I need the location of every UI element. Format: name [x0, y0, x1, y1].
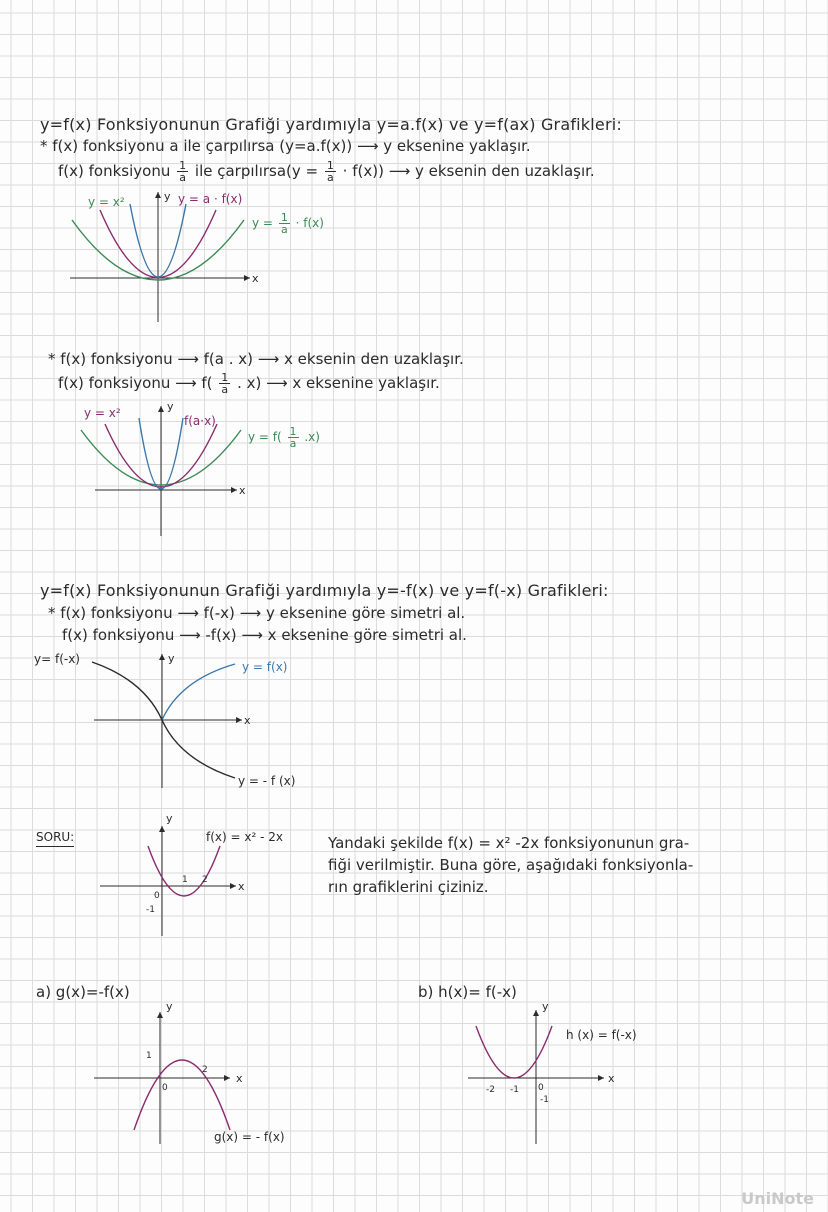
g1-frac-den: a	[280, 223, 288, 236]
graph2-x-arrow-icon	[231, 487, 237, 493]
graph3-x-label: x	[244, 714, 251, 727]
bgraph-parabola	[476, 1026, 552, 1078]
agraph-tick-1: 1	[146, 1051, 152, 1061]
section3-rule1: * f(x) fonksiyonu ⟶ f(-x) ⟶ y eksenine göre simetri al.	[48, 604, 466, 622]
graph2-label-x2: y = x²	[84, 406, 121, 420]
question-text-3: rın grafiklerini çiziniz.	[328, 878, 489, 896]
bgraph-x-arrow-icon	[598, 1075, 604, 1081]
agraph-y-arrow-icon	[157, 1012, 163, 1018]
question-graph	[96, 812, 246, 946]
section3-rule2: f(x) fonksiyonu ⟶ -f(x) ⟶ x eksenine göre simetri al.	[62, 626, 467, 644]
graph1-label-frac-b: · f(x)	[295, 216, 324, 230]
qgraph-tick-1: 1	[182, 875, 188, 885]
qgraph-tick-2: 2	[202, 875, 208, 885]
graph2-y-arrow-icon	[158, 406, 164, 412]
section3-title: y=f(x) Fonksiyonunun Grafiği yardımıyla y=-f(x) ve y=f(-x) Grafikleri:	[40, 581, 609, 600]
bgraph-tick-m1: -1	[540, 1095, 549, 1105]
graph1-label-frac-a: y =	[252, 216, 273, 230]
frac-num: 1	[179, 159, 187, 172]
part-b-label: b) h(x)= f(-x)	[418, 983, 517, 1001]
agraph-parabola	[134, 1060, 230, 1130]
s2-frac-den: a	[221, 383, 229, 396]
graph1-x-arrow-icon	[244, 275, 250, 281]
section1-rule2	[58, 160, 595, 183]
bgraph-x-label: x	[608, 1072, 615, 1085]
graph2-label-fax: f(a·x)	[184, 414, 216, 428]
g2-frac-den: a	[289, 437, 297, 450]
question-text-1: Yandaki şekilde f(x) = x² -2x fonksiyonunun gra-	[328, 834, 690, 852]
graph3	[80, 650, 260, 800]
graph1-y-arrow-icon	[155, 192, 161, 198]
graph1-label-af: y = a · f(x)	[178, 192, 243, 206]
bgraph-y-arrow-icon	[533, 1010, 539, 1016]
section2-rule1: * f(x) fonksiyonu ⟶ f(a . x) ⟶ x eksenin den uzaklaşır.	[48, 350, 464, 368]
question-label: SORU:	[36, 828, 74, 847]
qgraph-parabola	[148, 846, 220, 896]
graph1-x-label: x	[252, 272, 259, 285]
part-b-graph	[464, 1000, 634, 1150]
graph3-curve-fnegx	[92, 662, 162, 720]
graph3-label-fx: y = f(x)	[242, 660, 288, 674]
qgraph-tick-neg1: -1	[146, 905, 155, 915]
section2-rule2	[58, 372, 440, 395]
g1-frac-num: 1	[280, 211, 288, 224]
section2-rule2-a: f(x) fonksiyonu ⟶ f(	[58, 374, 213, 392]
graph2-label-frac-b: .x)	[304, 430, 320, 444]
graph1-label-x2: y = x²	[88, 195, 125, 209]
graph3-label-negfx: y = - f (x)	[238, 774, 296, 788]
section1-fraction	[177, 160, 188, 183]
section1-rule1: * f(x) fonksiyonu a ile çarpılırsa (y=a.f(x)) ⟶ y eksenine yaklaşır.	[40, 137, 531, 155]
agraph-tick-0: 0	[162, 1083, 168, 1093]
graph2-x-label: x	[239, 484, 246, 497]
graph2	[75, 400, 255, 540]
section1-rule2-a: f(x) fonksiyonu	[58, 162, 171, 180]
agraph-y-label: y	[166, 1000, 173, 1013]
agraph-x-arrow-icon	[224, 1075, 230, 1081]
question-text-2: fiği verilmiştir. Buna göre, aşağıdaki fonksiyonla-	[328, 856, 694, 874]
graph2-label-frac-a: y = f(	[248, 430, 282, 444]
g2-frac-num: 1	[289, 425, 297, 438]
watermark: UniNote	[741, 1189, 814, 1208]
frac-den-2: a	[327, 171, 334, 184]
section2-fraction	[219, 372, 230, 395]
graph1	[60, 190, 260, 330]
frac-num-2: 1	[326, 159, 334, 172]
graph1-label-frac	[252, 212, 324, 235]
section2-rule2-b: . x) ⟶ x eksenine yaklaşır.	[237, 374, 440, 392]
agraph-x-label: x	[236, 1072, 243, 1085]
qgraph-x-arrow-icon	[230, 883, 236, 889]
s2-frac-num: 1	[221, 371, 229, 384]
frac-den: a	[179, 171, 186, 184]
graph3-y-label: y	[168, 652, 175, 665]
graph3-curve-fx	[162, 664, 235, 720]
graph3-curve-negfx	[162, 720, 235, 778]
graph2-frac	[288, 426, 299, 449]
section1-fraction-2	[325, 160, 336, 183]
qgraph-tick-0: 0	[154, 891, 160, 901]
qgraph-y-label: y	[166, 812, 173, 825]
graph2-y-label: y	[167, 400, 174, 413]
qgraph-y-arrow-icon	[159, 826, 165, 832]
section1-rule2-c: · f(x)) ⟶ y eksenin den uzaklaşır.	[342, 162, 595, 180]
qgraph-x-label: x	[238, 880, 245, 893]
graph3-x-arrow-icon	[236, 717, 242, 723]
agraph-tick-2: 2	[202, 1065, 208, 1075]
graph3-y-arrow-icon	[159, 654, 165, 660]
bgraph-y-label: y	[542, 1000, 549, 1013]
section1-title: y=f(x) Fonksiyonunun Grafiği yardımıyla y=a.f(x) ve y=f(ax) Grafikleri:	[40, 115, 622, 134]
graph1-frac	[279, 212, 290, 235]
section1-rule2-b: ile çarpılırsa(y =	[194, 162, 319, 180]
bgraph-tick-0: 0	[538, 1083, 544, 1093]
graph3-label-fnegx: y= f(-x)	[34, 652, 80, 666]
graph1-y-label: y	[164, 190, 171, 203]
bgraph-tick-neg2: -2	[486, 1085, 495, 1095]
bgraph-tick-neg1: -1	[510, 1085, 519, 1095]
part-a-label: a) g(x)=-f(x)	[36, 983, 130, 1001]
part-a-graph-label: g(x) = - f(x)	[214, 1130, 285, 1144]
graph2-label-frac	[248, 426, 320, 449]
part-b-graph-label: h (x) = f(-x)	[566, 1028, 637, 1042]
question-function: f(x) = x² - 2x	[206, 830, 283, 844]
